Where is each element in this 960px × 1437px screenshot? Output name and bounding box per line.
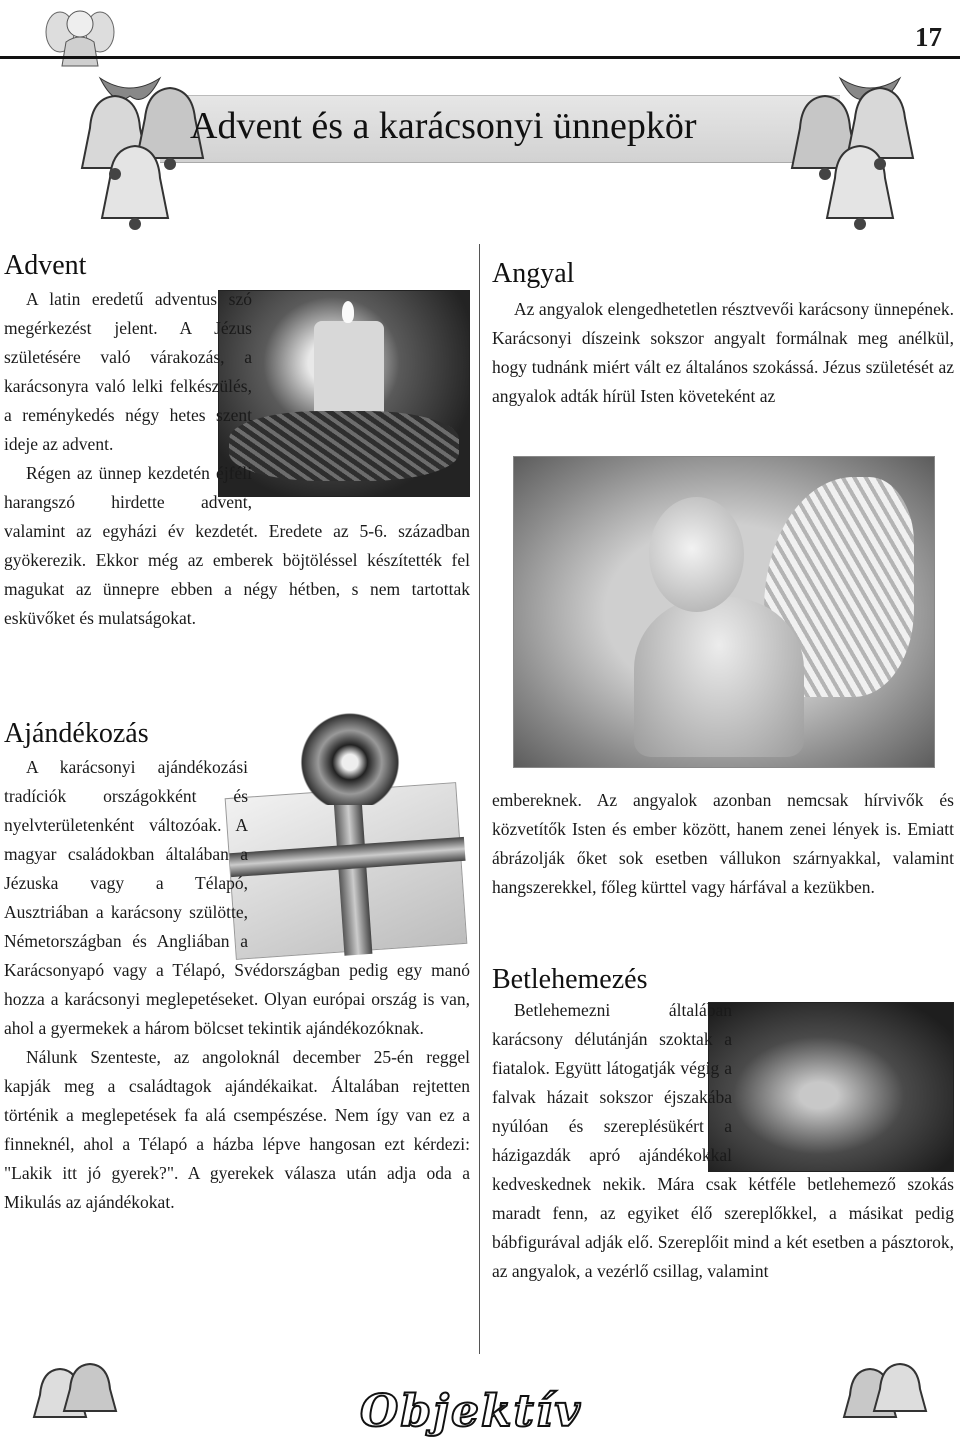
betlehemezes-paragraph-1: Betlehemezni általában karácsony délutánján szoktak a fiatalok. Együtt látogatják végig a falvak házait sokszor éjszakába nyúlóan és szereplésükért a házigazdák apró ajándékokkal kedveskednek nekik. Mára csak kétféle betlehemező szokás maradt fenn, az egyiket élő szereplőkkel, a másikat pedig bábfigurával adják elő. Szereplőit mind a két esetben a pásztorok, az angyalok, a vezérlő csillag, valamint bbox=[492, 1000, 954, 1281]
christmas-bells-icon bbox=[70, 68, 220, 238]
page-title: Advent és a karácsonyi ünnepkör bbox=[190, 105, 697, 147]
page-number: 17 bbox=[915, 22, 942, 52]
bell-icon bbox=[30, 1355, 120, 1425]
angyal-text-2 bbox=[492, 786, 954, 902]
header-rule bbox=[0, 56, 960, 59]
christmas-bells-icon bbox=[780, 68, 930, 238]
ajandekozas-heading: Ajándékozás bbox=[4, 718, 149, 749]
ajandekozas-paragraph-2: Nálunk Szenteste, az angoloknál december 25-én reggel kapják meg a családtagok ajándékaikat. Általában rejtetten történik a meglepetések fa alá csempészése. Nem így van ez a finneknél, ahol a Télapó a házba lépve hangosan ezt kérdezi: "Lakik itt jó gyerek?". A gyerekek válasza után adja oda a Mikulás az ajándékokat. bbox=[4, 1047, 470, 1212]
betlehemezes-heading: Betlehemezés bbox=[492, 964, 648, 995]
ajandekozas-paragraph-1: A karácsonyi ajándékozási tradíciók országokként és nyelvterületenként változóak. A magyar családokban általában a Jézuska vagy a Télapó, Ausztriában a karácsony szülötte, Németországban és Angliában a Karácsonyapó vagy a Télapó, Svédországban pedig egy manó hozza a karácsonyi meglepetéseket. Olyan európai ország is van, ahol a gyermekek a három bölcset tekintik ajándékozóknak. bbox=[4, 757, 470, 1038]
angyal-heading: Angyal bbox=[492, 258, 575, 289]
angyal-paragraph-1: Az angyalok elengedhetetlen résztvevői karácsony ünnepének. Karácsonyi díszeink sokszor angyalt formálnak meg anélkül, hogy tudnánk miért vált ez általános szokássá. Jézus születését az angyalok adták hírül Isten követeként az bbox=[492, 299, 954, 406]
bell-icon bbox=[840, 1355, 930, 1425]
angyal-paragraph-2: embereknek. Az angyalok azonban nemcsak hírvivők és közvetítők Isten és ember között, hanem zenei lények is. Emiatt ábrázolják őket sok esetben vállukon szárnyakkal, valamint hangszerekkel, főleg kürttel vagy hárfával a kezükben. bbox=[492, 790, 954, 897]
angel-photo bbox=[513, 456, 935, 768]
advent-paragraph-2: Régen az ünnep kezdetén éjféli harangszó hirdette advent, valamint az egyházi év kezdetét. Eredete az 5-6. században gyökerezik. Ekkor még az emberek böjtöléssel készítették fel magukat az ünnepre ebben a négy hétben, s nem tartottak esküvőket és mulatságokat. bbox=[4, 463, 470, 628]
advent-text bbox=[4, 285, 470, 633]
advent-heading: Advent bbox=[4, 250, 87, 281]
betlehemezes-text bbox=[492, 996, 954, 1286]
advent-paragraph-1: A latin eredetű adventus szó megérkezést jelent. A Jézus születésére való várakozás, a karácsonyra való lelki felkészülés, a reménykedés négy hetes szent ideje az advent. bbox=[4, 289, 252, 454]
objektiv-logo: Objektív bbox=[360, 1386, 583, 1437]
ajandekozas-text bbox=[4, 753, 470, 1217]
column-divider bbox=[479, 244, 480, 1354]
angyal-text-1 bbox=[492, 295, 954, 411]
